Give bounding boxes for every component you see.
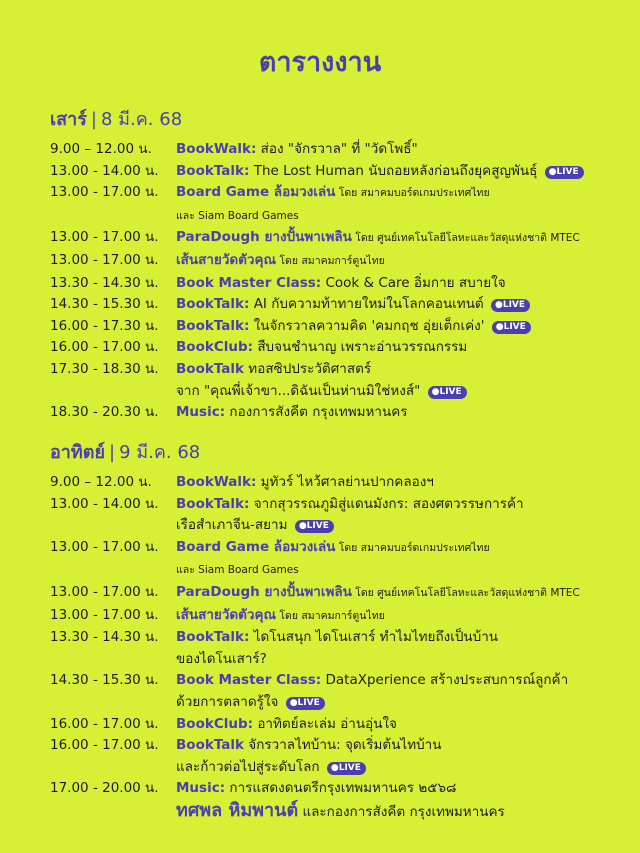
- event-text: และกองการสังคีต กรุงเทพมหานคร: [298, 803, 505, 820]
- event-organizer: โดย สมาคมบอร์ดเกมประเทศไทย: [335, 187, 490, 200]
- event-organizer: และ Siam Board Games: [176, 209, 299, 222]
- event-text: จาก "คุณพี่เจ้าขา...ดิฉันเป็นห่านมิใช่หงส์": [176, 382, 425, 399]
- schedule-row: [50, 627, 625, 670]
- event-text: สืบจนชำนาญ เพราะอ่านวรรณกรรม: [253, 339, 468, 356]
- event-line: [176, 627, 625, 649]
- event-text: กองการสังคีต กรุงเทพมหานคร: [225, 404, 408, 421]
- event-details: [176, 227, 625, 250]
- event-time: 17.30 - 18.30 น.: [50, 360, 159, 377]
- event-category: ParaDough ยางปั้นพาเพลิน: [176, 583, 352, 600]
- event-text: การแสดงดนตรีกรุงเทพมหานคร ๒๕๖๘: [225, 780, 457, 797]
- schedule-list: [50, 139, 625, 424]
- event-details: [176, 294, 625, 316]
- day-name: อาทิตย์: [50, 442, 106, 463]
- event-time: 16.00 - 17.00 น.: [50, 339, 159, 356]
- day-heading: [50, 104, 625, 133]
- event-time: 14.30 - 15.30 น.: [50, 672, 159, 689]
- event-details: [176, 161, 625, 183]
- schedule-row: [50, 670, 625, 713]
- event-time: 17.00 - 20.00 น.: [50, 780, 159, 797]
- schedule-row: [50, 605, 625, 628]
- schedule-row: [50, 537, 625, 582]
- day-name: เสาร์: [50, 109, 87, 130]
- event-text: ของไดโนเสาร์?: [176, 650, 267, 667]
- day-date: 8 มี.ค. 68: [101, 109, 183, 130]
- event-details: [176, 402, 625, 424]
- event-time: 13.30 - 14.30 น.: [50, 629, 159, 646]
- event-category: BookWalk:: [176, 141, 257, 157]
- event-details: [176, 714, 625, 736]
- event-line: [176, 515, 625, 537]
- event-organizer: โดย สมาคมการ์ตูนไทย: [276, 609, 385, 622]
- event-time: 13.00 - 14.00 น.: [50, 162, 159, 179]
- event-details: [176, 582, 625, 605]
- event-line: [176, 494, 625, 516]
- schedule-row: [50, 161, 625, 183]
- event-time: 13.00 - 14.00 น.: [50, 495, 159, 512]
- schedule-row: [50, 735, 625, 778]
- event-time: 13.00 - 17.00 น.: [50, 229, 159, 246]
- event-line: [176, 381, 625, 403]
- event-details: [176, 337, 625, 359]
- schedule-row: [50, 337, 625, 359]
- event-time: 13.00 - 17.00 น.: [50, 251, 159, 268]
- event-text: มูทัวร์ ไหว้ศาลย่านปากคลองฯ: [256, 474, 434, 490]
- event-time: 18.30 - 20.30 น.: [50, 404, 159, 421]
- event-text: ในจักรวาลความคิด 'คมกฤช อุ่ยเต็กเค่ง': [249, 317, 489, 334]
- event-line: [176, 559, 625, 582]
- event-time: 13.00 - 17.00 น.: [50, 184, 159, 201]
- event-text: จักรวาลไทบ้าน: จุดเริ่มต้นไทบ้าน: [244, 737, 442, 754]
- event-category: Music:: [176, 404, 226, 421]
- schedule-row: [50, 316, 625, 338]
- schedule-row: [50, 273, 625, 295]
- event-line: [176, 337, 625, 359]
- schedule-row: [50, 402, 625, 424]
- event-line: [176, 649, 625, 671]
- day-heading: [50, 437, 625, 466]
- live-badge: ●LIVE: [545, 166, 584, 179]
- event-text: ด้วยการตลาดรู้ใจ: [176, 693, 283, 710]
- event-line: [176, 250, 625, 273]
- event-category: BookTalk: [176, 737, 245, 754]
- event-line: [176, 205, 625, 228]
- event-text: AI กับความท้าทายใหม่ในโลกคอนเทนต์: [249, 296, 488, 313]
- event-text: ไดโนสนุก ไดโนเสาร์ ทำไมไทยถึงเป็นบ้าน: [249, 629, 499, 646]
- event-time: 13.00 - 17.00 น.: [50, 583, 159, 600]
- event-details: [176, 182, 625, 227]
- event-line: [176, 670, 625, 692]
- event-category: Book Master Class:: [176, 672, 322, 689]
- day-date: 9 มี.ค. 68: [119, 442, 201, 463]
- event-time: 13.00 - 17.00 น.: [50, 606, 159, 623]
- event-line: [176, 316, 625, 338]
- schedule-list: [50, 472, 625, 824]
- event-line: [176, 182, 625, 205]
- event-time: 13.30 - 14.30 น.: [50, 274, 159, 291]
- event-line: [176, 161, 625, 183]
- event-line: [176, 294, 625, 316]
- schedule-row: [50, 714, 625, 736]
- schedule-row: [50, 182, 625, 227]
- event-line: [176, 139, 625, 161]
- day-separator: |: [90, 109, 97, 130]
- event-text: จากสุวรรณภูมิสู่แดนมังกร: สองศตวรรษการค้า: [249, 495, 524, 512]
- event-text: Cook & Care อิ่มกาย สบายใจ: [321, 274, 506, 291]
- event-category: Board Game ล้อมวงเล่น: [176, 184, 336, 201]
- event-category: เส้นสายวัดตัวคุณ: [176, 606, 277, 623]
- event-line: [176, 359, 625, 381]
- event-line: [176, 273, 625, 295]
- day-schedule-sunday: [50, 437, 625, 824]
- event-text: The Lost Human นับถอยหลังก่อนถึงยุคสูญพันธุ์: [249, 162, 542, 179]
- event-organizer: โดย สมาคมบอร์ดเกมประเทศไทย: [335, 541, 490, 554]
- event-details: [176, 494, 625, 537]
- live-badge: ●LIVE: [428, 386, 467, 399]
- event-line: [176, 778, 625, 800]
- event-line: [176, 582, 625, 605]
- event-details: [176, 316, 625, 338]
- event-category: ParaDough ยางปั้นพาเพลิน: [176, 229, 352, 246]
- event-line: [176, 735, 625, 757]
- event-time: 16.00 - 17.00 น.: [50, 715, 159, 732]
- event-line: [176, 402, 625, 424]
- event-text: เรือสำเภาจีน-สยาม: [176, 517, 292, 534]
- event-category: BookTalk: [176, 360, 245, 377]
- event-text: อาทิตย์ละเล่ม อ่านอุ่นใจ: [253, 715, 397, 732]
- schedule-row: [50, 294, 625, 316]
- event-line: [176, 227, 625, 250]
- event-category: BookTalk:: [176, 296, 250, 313]
- event-line: [176, 692, 625, 714]
- event-category: เส้นสายวัดตัวคุณ: [176, 251, 277, 268]
- schedule-row: [50, 778, 625, 823]
- event-details: [176, 359, 625, 402]
- page-title: ตารางงาน: [258, 47, 382, 78]
- event-details: [176, 472, 625, 494]
- event-category: Board Game ล้อมวงเล่น: [176, 538, 336, 555]
- live-badge: ●LIVE: [491, 299, 530, 312]
- schedule-row: [50, 139, 625, 161]
- event-organizer: โดย ศูนย์เทคโนโลยีโลหะและวัสดุแห่งชาติ MTEC: [351, 586, 580, 599]
- event-category: BookTalk:: [176, 629, 250, 646]
- event-details: [176, 139, 625, 161]
- schedule-row: [50, 250, 625, 273]
- event-time: 13.00 - 17.00 น.: [50, 538, 159, 555]
- schedule-row: [50, 227, 625, 250]
- live-badge: ●LIVE: [327, 762, 366, 775]
- live-badge: ●LIVE: [492, 321, 531, 334]
- event-text: และก้าวต่อไปสู่ระดับโลก: [176, 758, 324, 775]
- schedule-row: [50, 472, 625, 494]
- day-schedule-saturday: [50, 104, 625, 424]
- event-organizer: และ Siam Board Games: [176, 564, 299, 577]
- event-text: ส่อง "จักรวาล" ที่ "วัดโพธิ์": [256, 141, 418, 157]
- day-separator: |: [109, 442, 116, 463]
- event-time: 9.00 – 12.00 น.: [50, 474, 152, 490]
- event-category: BookTalk:: [176, 317, 250, 334]
- event-organizer: โดย ศูนย์เทคโนโลยีโลหะและวัสดุแห่งชาติ MTEC: [351, 232, 580, 245]
- performer-name: ทศพล หิมพานต์: [176, 799, 299, 821]
- event-line: [176, 757, 625, 779]
- event-category: BookTalk:: [176, 495, 250, 512]
- event-category: BookTalk:: [176, 162, 250, 179]
- live-badge: ●LIVE: [286, 697, 325, 710]
- live-badge: ●LIVE: [295, 520, 334, 533]
- event-text: ทอสซิปประวัติศาสตร์: [244, 360, 372, 377]
- event-line: [176, 472, 625, 494]
- event-text: DataXperience สร้างประสบการณ์ลูกค้า: [321, 672, 569, 689]
- event-time: 14.30 - 15.30 น.: [50, 296, 159, 313]
- event-details: [176, 605, 625, 628]
- event-details: [176, 627, 625, 670]
- event-time: 16.00 - 17.00 น.: [50, 737, 159, 754]
- event-details: [176, 670, 625, 713]
- event-details: [176, 537, 625, 582]
- event-category: BookWalk:: [176, 474, 257, 490]
- event-details: [176, 273, 625, 295]
- event-line: [176, 800, 625, 824]
- event-category: Book Master Class:: [176, 274, 322, 291]
- event-time: 9.00 – 12.00 น.: [50, 141, 152, 157]
- event-category: BookClub:: [176, 339, 254, 356]
- event-details: [176, 735, 625, 778]
- event-category: BookClub:: [176, 715, 254, 732]
- event-time: 16.00 - 17.30 น.: [50, 317, 159, 334]
- event-line: [176, 537, 625, 560]
- schedule-row: [50, 582, 625, 605]
- event-category: Music:: [176, 780, 226, 797]
- event-organizer: โดย สมาคมการ์ตูนไทย: [276, 254, 385, 267]
- event-details: [176, 250, 625, 273]
- event-details: [176, 778, 625, 823]
- schedule-row: [50, 359, 625, 402]
- event-line: [176, 714, 625, 736]
- schedule-row: [50, 494, 625, 537]
- event-line: [176, 605, 625, 628]
